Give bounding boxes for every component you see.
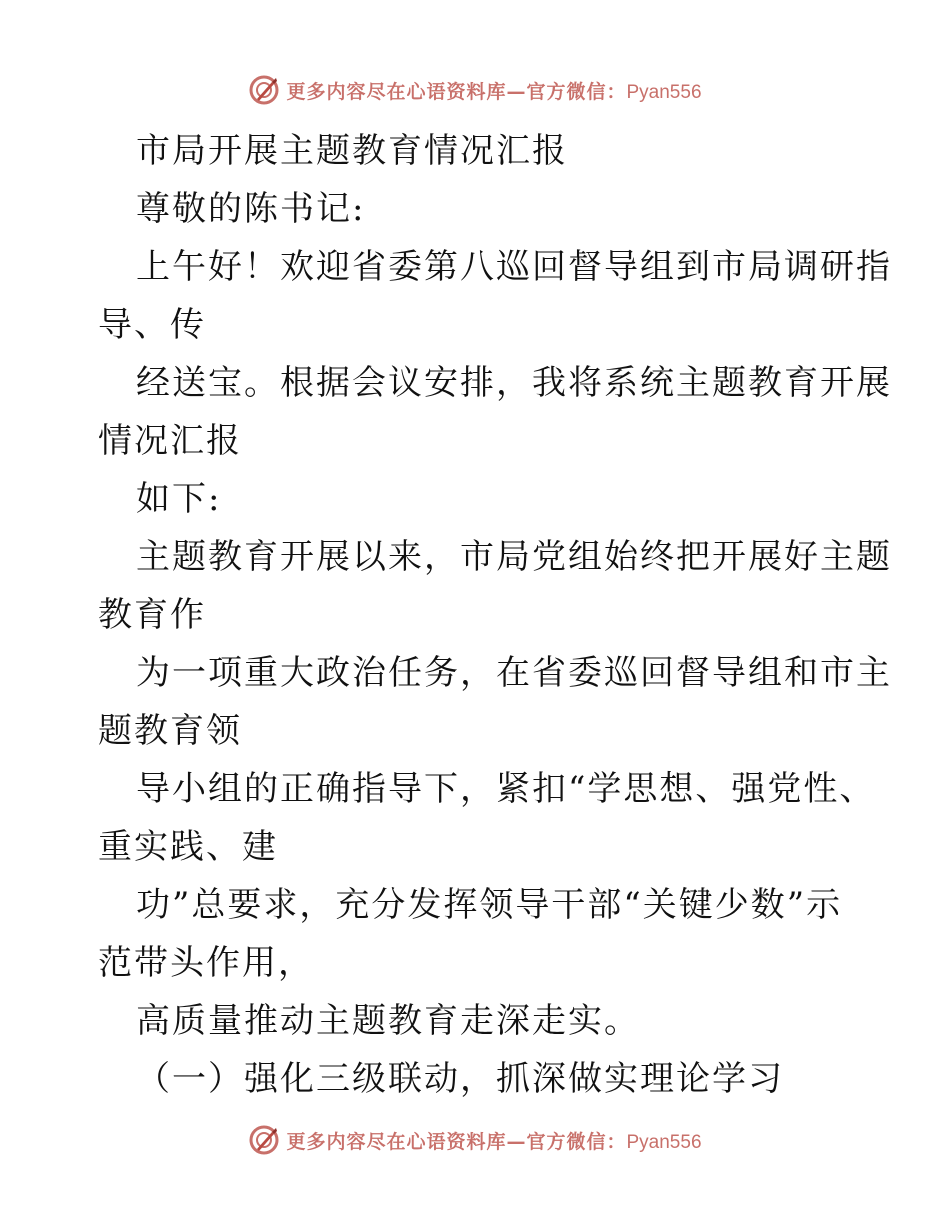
footer-wechat-id: Pyan556 — [626, 1131, 702, 1153]
paragraph-line: 导小组的正确指导下，紧扣“学思想、强党性、 — [136, 769, 876, 809]
paragraph-line: 重实践、建 — [98, 827, 278, 867]
header-banner-text: 更多内容尽在心语资料库—官方微信：Pyan556 — [286, 80, 702, 103]
brand-logo-icon — [248, 74, 280, 106]
paragraph-line: 主题教育开展以来，市局党组始终把开展好主题 — [136, 537, 892, 577]
footer-banner-text: 更多内容尽在心语资料库—官方微信：Pyan556 — [286, 1130, 702, 1153]
section-heading: （一）强化三级联动，抓深做实理论学习 — [136, 1059, 784, 1099]
brand-logo-icon — [248, 1124, 280, 1156]
paragraph-line: 如下: — [136, 479, 222, 519]
document-title: 市局开展主题教育情况汇报 — [136, 131, 568, 171]
document-body — [98, 122, 892, 1108]
paragraph-line: 功”总要求，充分发挥领导干部“关键少数”示 — [136, 885, 843, 925]
paragraph-line: 为一项重大政治任务，在省委巡回督导组和市主 — [136, 653, 892, 693]
paragraph-line: 经送宝。根据会议安排，我将系统主题教育开展 — [136, 363, 892, 403]
paragraph-line: 教育作 — [98, 595, 206, 635]
header-banner — [0, 70, 950, 110]
paragraph-line: 上午好！欢迎省委第八巡回督导组到市局调研指 — [136, 247, 892, 287]
header-wechat-id: Pyan556 — [626, 81, 702, 103]
paragraph-line: 高质量推动主题教育走深走实。 — [136, 1001, 640, 1041]
paragraph-line: 情况汇报 — [98, 421, 242, 461]
paragraph-line: 范带头作用， — [98, 943, 314, 983]
paragraph-line: 导、传 — [98, 305, 206, 345]
salutation: 尊敬的陈书记: — [136, 189, 366, 229]
paragraph-line: 题教育领 — [98, 711, 242, 751]
footer-banner — [0, 1120, 950, 1160]
